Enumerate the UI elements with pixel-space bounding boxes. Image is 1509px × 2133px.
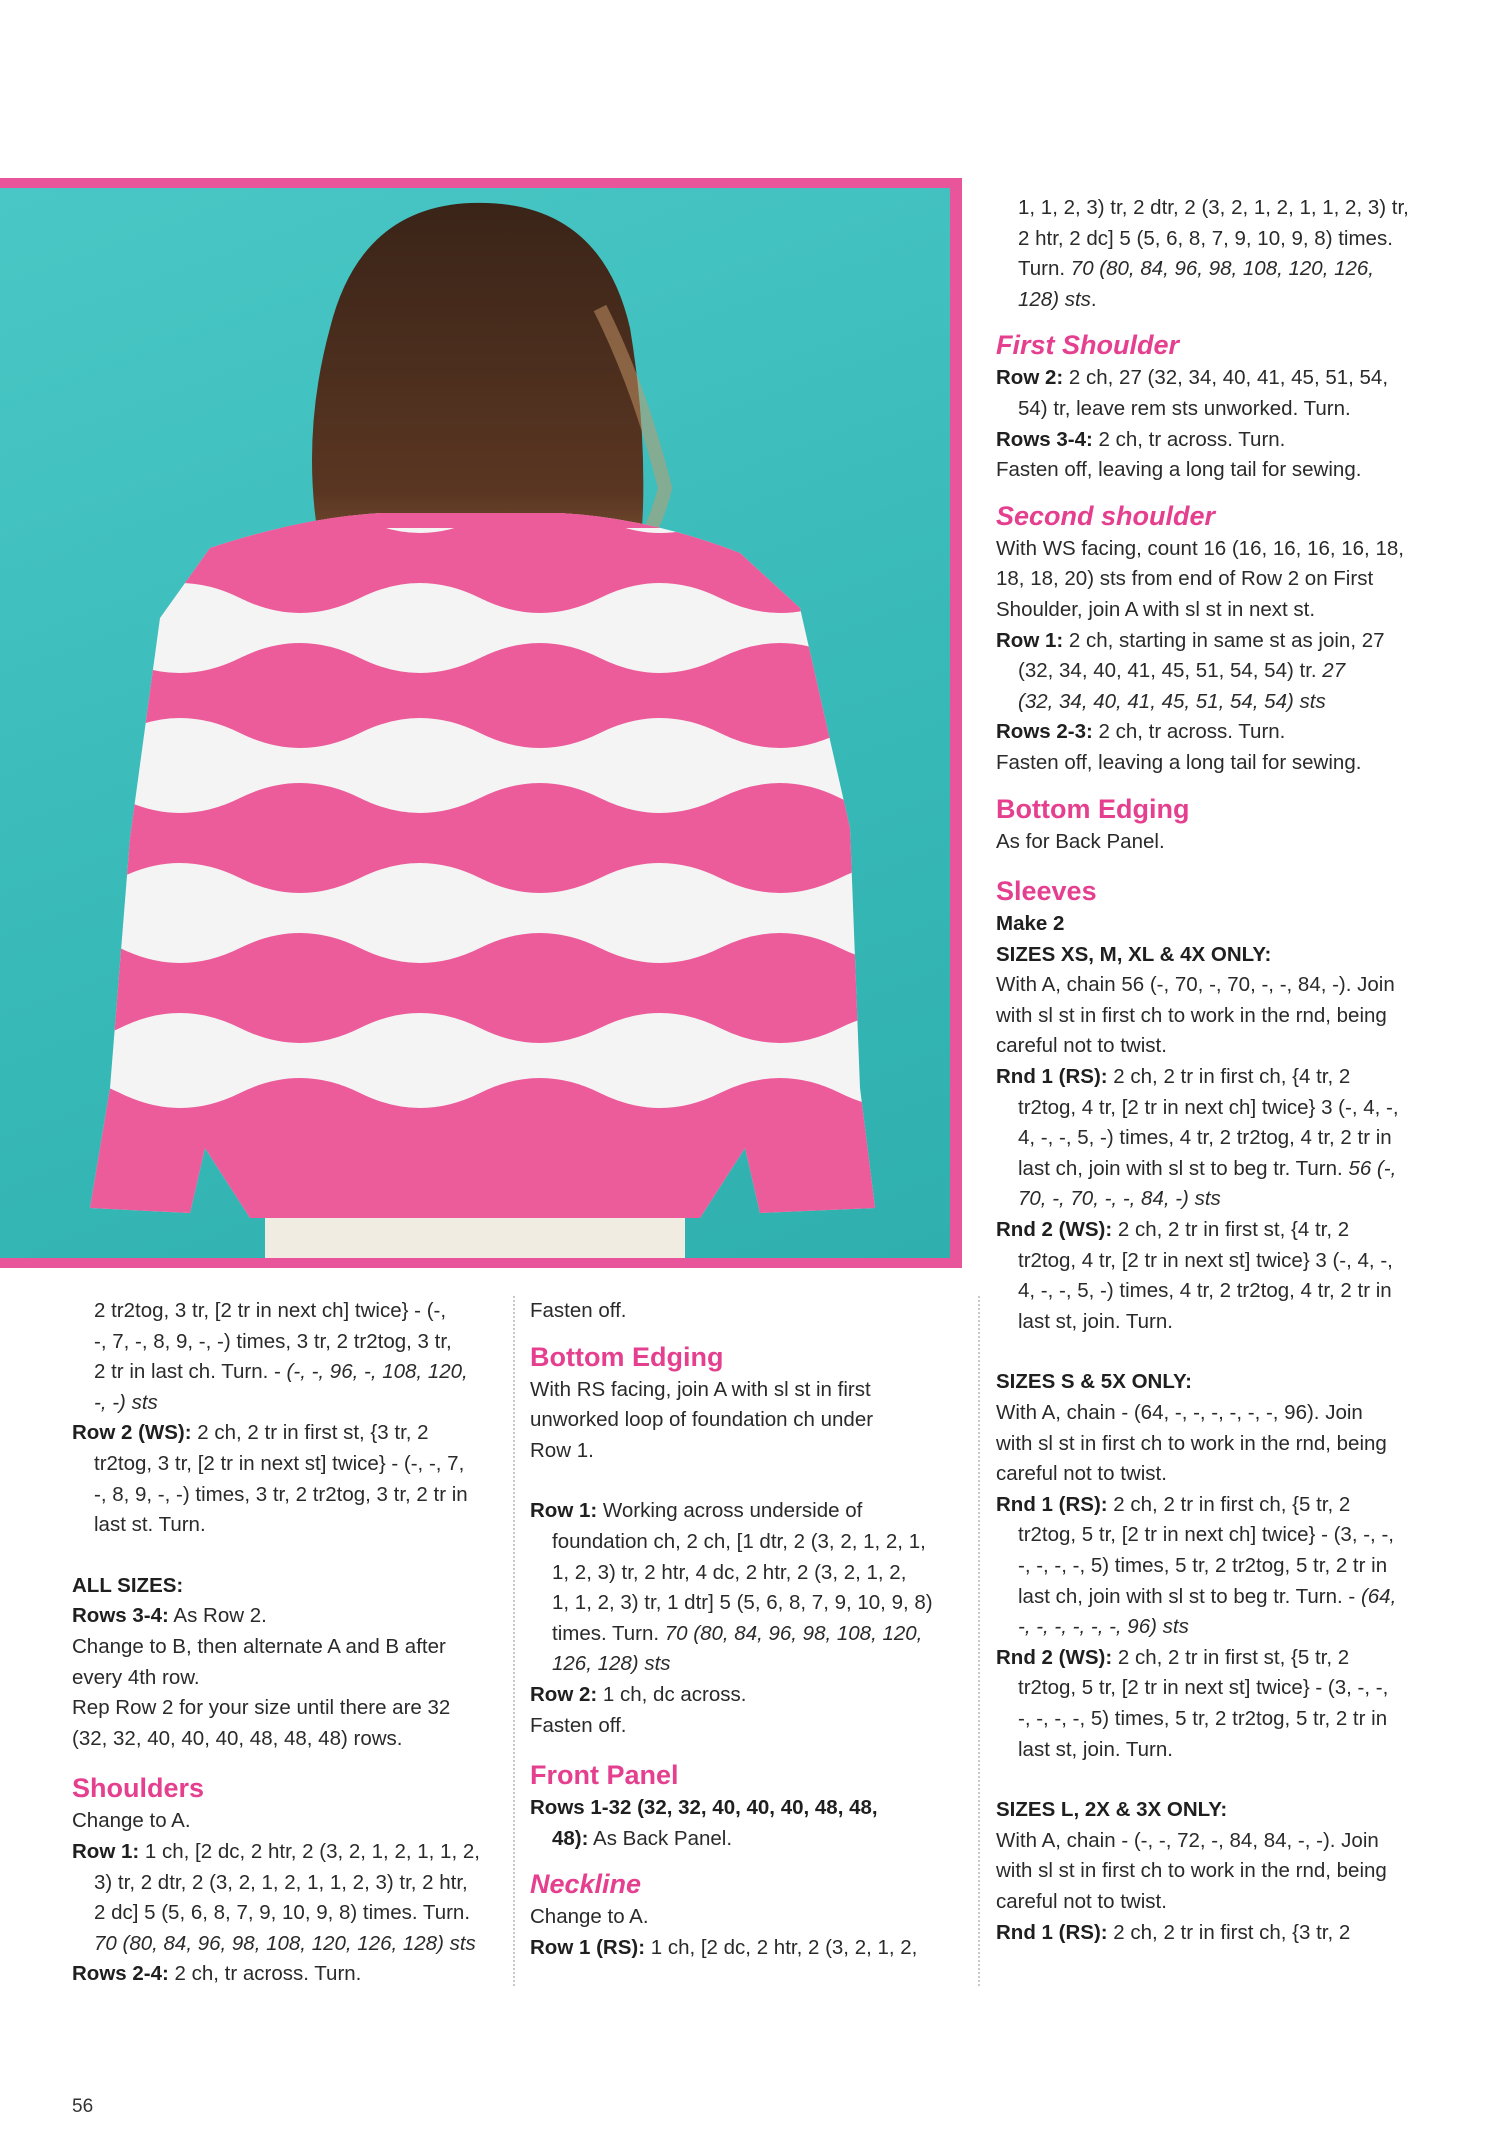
text-line: Fasten off, leaving a long tail for sewing. bbox=[996, 458, 1362, 482]
model-photo bbox=[0, 188, 950, 1258]
right-column: 1, 1, 2, 3) tr, 2 dtr, 2 (3, 2, 1, 2, 1, 1, 2, 3) tr, 2 htr, 2 dc] 5 (5, 6, 8, 7, 9, 10, 9, 8) times. Turn. 70 (80, 84, 96, 98, 108, 120, 126, 128) sts. First Shoulder Row 2: 2 ch, 27 (32, 34, 40, 41, 45, 51, 54, 54) tr, leave rem sts unworked. Turn. Rows 3-4: 2 ch, tr across. Turn. Fasten off, leaving a long tail for sewing. Second shoulder With WS facing, count 16 (16, 16, 16, 16, 18, 18, 18, 20) sts from end of Row 2 on First Shoulder, join A with sl st in next st. Row 1: 2 ch, starting in same st as join, 27 (32, 34, 40, 41, 45, 51, 54, 54) tr. 27 (32, 34, 40, 41, 45, 51, 54, 54) sts Rows 2-3: 2 ch, tr across. Turn. Fasten off, leaving a long tail for sewing. Bottom Edging As for Back Panel. Sleeves Make 2 SIZES XS, M, XL & 4X ONLY: With A, chain 56 (-, 70, -, 70, -, -, 84, -). Join with sl st in first ch to work in the rnd, being careful not to twist. Rnd 1 (RS): 2 ch, 2 tr in first ch, {4 tr, 2 tr2tog, 4 tr, [2 tr in next ch] twice} 3 (-, 4, -, 4, -, -, 5, -) times, 4 tr, 2 tr2tog, 4 tr, 2 tr in last ch, join with sl st to beg tr. Turn. 56 (-, 70, -, 70, -, -, 84, -) sts Rnd 2 (WS): 2 ch, 2 tr in first st, {4 tr, 2 tr2tog, 4 tr, [2 tr in next st] twice} 3 (-, 4, -, 4, -, -, 5, -) times, 4 tr, 2 tr2tog, 4 tr, 2 tr in last st, join. Turn. SIZES S & 5X ONLY: With A, chain - (64, -, -, -, -, -, -, 96). Join with sl st in first ch to work in the rnd, being careful not to twist. Rnd 1 (RS): 2 ch, 2 tr in first ch, {5 tr, 2 tr2tog, 5 tr, [2 tr in next ch] twice} - (3, -, -, -, -, -, -, 5) times, 5 tr, 2 tr2tog, 5 tr, 2 tr in last ch, join with sl st to beg tr. Turn. - (64, -, -, -, -, -, -, 96) sts Rnd 2 (WS): 2 ch, 2 tr in first st, {5 tr, 2 tr2tog, 5 tr, [2 tr in next st] twice} - (3, -, -, -, -, -, -, 5) times, 5 tr, 2 tr2tog, 5 tr, 2 tr in last st, join. Turn. SIZES L, 2X & 3X ONLY: With A, chain - (-, -, 72, -, 84, 84, -, -). Join with sl st in first ch to work in the rnd, being careful not to twist. Rnd 1 (RS): 2 ch, 2 tr in first ch, {3 tr, 2 bbox=[996, 193, 1456, 1948]
heading-bottom-edging: Bottom Edging bbox=[996, 793, 1190, 824]
heading-first-shoulder: First Shoulder bbox=[996, 330, 1180, 361]
heading-bottom-edging-mid: Bottom Edging bbox=[530, 1341, 724, 1372]
photo-frame bbox=[0, 178, 962, 1268]
stitch-count: 70 (80, 84, 96, 98, 108, 120, 126, bbox=[1070, 257, 1374, 281]
column-divider bbox=[978, 1296, 980, 1986]
heading-shoulders: Shoulders bbox=[72, 1773, 205, 1804]
heading-sleeves: Sleeves bbox=[996, 876, 1097, 907]
column-divider bbox=[513, 1296, 515, 1986]
left-column: 2 tr2tog, 3 tr, [2 tr in next ch] twice} - (-, -, 7, -, 8, 9, -, -) times, 3 tr, 2 tr2tog, 3 tr, 2 tr in last ch. Turn. - (-, -, 96, -, 108, 120, -, -) sts Row 2 (WS): 2 ch, 2 tr in first st, {3 tr, 2 tr2tog, 3 tr, [2 tr in next st] twice} - (-, -, 7, -, 8, 9, -, -) times, 3 tr, 2 tr2tog, 3 tr, 2 tr in last st. Turn. ALL SIZES: Rows 3-4: As Row 2. Change to B, then alternate A and B after every 4th row. Rep Row 2 for your size until there are 32 (32, 32, 40, 40, 40, 48, 48, 48) rows. Shoulders Change to A. Row 1: 1 ch, [2 dc, 2 htr, 2 (3, 2, 1, 2, 1, 1, 2, 3) tr, 2 dtr, 2 (3, 2, 1, 2, 1, 1, 2, 3) tr, 2 htr, 2 dc] 5 (5, 6, 8, 7, 9, 10, 9, 8) times. Turn. 70 (80, 84, 96, 98, 108, 120, 126, 128) sts Rows 2-4: 2 ch, tr across. Turn. bbox=[72, 1296, 512, 1990]
stitch-count: 128) sts bbox=[1018, 287, 1091, 311]
heading-front-panel: Front Panel bbox=[530, 1760, 679, 1791]
text-line: 2 htr, 2 dc] 5 (5, 6, 8, 7, 9, 10, 9, 8) times. bbox=[1018, 226, 1393, 250]
heading-neckline: Neckline bbox=[530, 1869, 642, 1900]
middle-column: Fasten off. Bottom Edging With RS facing, join A with sl st in first unworked loop of foundation ch under Row 1. Row 1: Working across underside of foundation ch, 2 ch, [1 dtr, 2 (3, 2, 1, 2, 1, 1, 2, 3) tr, 2 htr, 4 dc, 2 htr, 2 (3, 2, 1, 2, 1, 1, 2, 3) tr, 1 dtr] 5 (5, 6, 8, 7, 9, 10, 9, 8) times. Turn. 70 (80, 84, 96, 98, 108, 120, 126, 128) sts Row 2: 1 ch, dc across. Fasten off. Front Panel Rows 1-32 (32, 32, 40, 40, 40, 48, 48, 48): As Back Panel. Neckline Change to A. Row 1 (RS): 1 ch, [2 dc, 2 htr, 2 (3, 2, 1, 2, bbox=[530, 1296, 960, 1964]
page-number: 56 bbox=[72, 2096, 94, 2117]
text-line: 1, 1, 2, 3) tr, 2 dtr, 2 (3, 2, 1, 2, 1, 1, 2, 3) tr, bbox=[1018, 196, 1409, 219]
heading-second-shoulder: Second shoulder bbox=[996, 500, 1216, 531]
text-line: Turn. bbox=[1018, 257, 1071, 281]
sweater-illustration bbox=[0, 188, 950, 1258]
